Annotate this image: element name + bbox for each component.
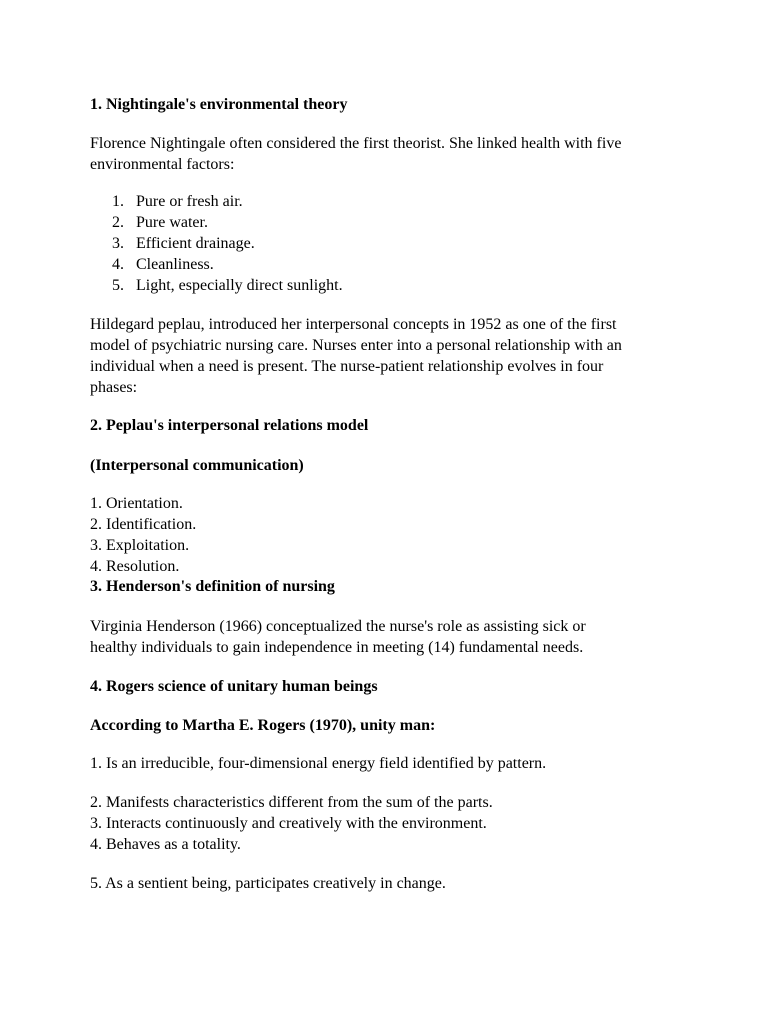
henderson-line-1: Virginia Henderson (1966) conceptualized the nurse's role as assisting sick or	[90, 618, 586, 635]
peplau-intro-line-2: model of psychiatric nursing care. Nurses enter into a personal relationship with an	[90, 337, 622, 354]
heading-henderson: 3. Henderson's definition of nursing	[90, 578, 335, 595]
nightingale-intro-line-1: Florence Nightingale often considered the first theorist. She linked health with five	[90, 135, 622, 152]
subheading-peplau: (Interpersonal communication)	[90, 457, 304, 474]
list-item: 1. Orientation.	[90, 495, 183, 512]
list-item: 4. Behaves as a totality.	[90, 836, 241, 853]
list-item: 2. Manifests characteristics different from the sum of the parts.	[90, 794, 493, 811]
list-item: 3. Interacts continuously and creatively with the environment.	[90, 815, 487, 832]
list-item: 5. Light, especially direct sunlight.	[112, 277, 343, 294]
heading-peplau: 2. Peplau's interpersonal relations model	[90, 417, 369, 434]
rogers-items-list	[90, 792, 493, 855]
list-item: 2. Identification.	[90, 516, 197, 533]
peplau-intro-line-1: Hildegard peplau, introduced her interpersonal concepts in 1952 as one of the first	[90, 316, 617, 333]
list-item: 3. Efficient drainage.	[112, 235, 255, 252]
peplau-intro-line-4: phases:	[90, 379, 138, 396]
list-item: 3. Exploitation.	[90, 537, 190, 554]
list-item: 4. Cleanliness.	[112, 256, 214, 273]
nightingale-intro-line-2: environmental factors:	[90, 156, 235, 173]
heading-nightingale: 1. Nightingale's environmental theory	[90, 96, 348, 113]
environmental-factors-list	[112, 191, 343, 296]
rogers-item-1: 1. Is an irreducible, four-dimensional energy field identified by pattern.	[90, 755, 547, 772]
list-item: 2. Pure water.	[112, 214, 208, 231]
henderson-line-2: healthy individuals to gain independence in meeting (14) fundamental needs.	[90, 639, 584, 656]
peplau-intro-line-3: individual when a need is present. The nurse-patient relationship evolves in four	[90, 358, 604, 375]
subheading-rogers: According to Martha E. Rogers (1970), unity man:	[90, 717, 436, 734]
list-item: 1. Pure or fresh air.	[112, 193, 243, 210]
list-item: 4. Resolution.	[90, 558, 180, 575]
rogers-item-5: 5. As a sentient being, participates creatively in change.	[90, 875, 446, 892]
heading-rogers: 4. Rogers science of unitary human beings	[90, 678, 378, 695]
peplau-phases-list	[90, 493, 196, 577]
